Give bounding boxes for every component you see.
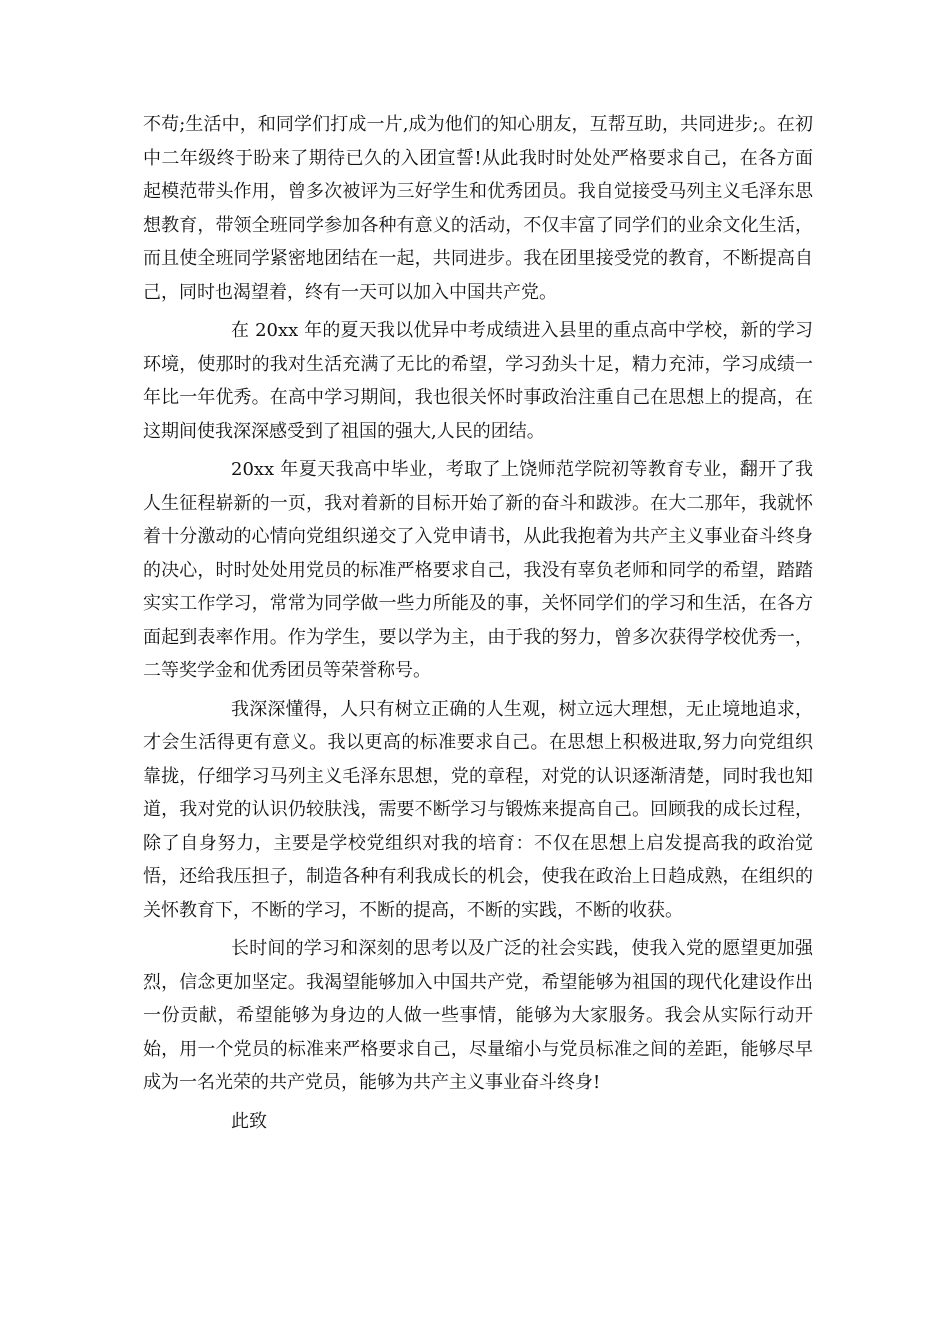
paragraph-1: 不苟;生活中，和同学们打成一片,成为他们的知心朋友，互帮互助，共同进步;。在初中二年级终于盼来了期待已久的入团宣誓!从此我时时处处严格要求自己，在各方面起模范带头作用，曾多次被评为三好学生和优秀团员。我自觉接受马列主义毛泽东思想教育，带领全班同学参加各种有意义的活动，不仅丰富了同学们的业余文化生活，而且使全班同学紧密地团结在一起，共同进步。我在团里接受党的教育，不断提高自己，同时也渴望着，终有一天可以加入中国共产党。 [143,114,813,303]
document-body [143,108,813,1138]
paragraph-4: 我深深懂得，人只有树立正确的人生观，树立远大理想，无止境地追求，才会生活得更有意义。我以更高的标准要求自己。在思想上积极进取,努力向党组织靠拢，仔细学习马列主义毛泽东思想，党的章程，对党的认识逐渐清楚，同时我也知道，我对党的认识仍较肤浅，需要不断学习与锻炼来提高自己。回顾我的成长过程，除了自身努力，主要是学校党组织对我的培育：不仅在思想上启发提高我的政治觉悟，还给我压担子，制造各种有利我成长的机会，使我在政治上日趋成熟，在组织的关怀教育下，不断的学习，不断的提高，不断的实践，不断的收获。 [143,698,813,921]
paragraph-2: 在 20xx 年的夏天我以优异中考成绩进入县里的重点高中学校，新的学习环境，使那时的我对生活充满了无比的希望，学习劲头十足，精力充沛，学习成绩一年比一年优秀。在高中学习期间，我也很关怀时事政治注重自己在思想上的提高，在这期间使我深深感受到了祖国的强大,人民的团结。 [143,320,813,442]
paragraph-5: 长时间的学习和深刻的思考以及广泛的社会实践，使我入党的愿望更加强烈，信念更加坚定。我渴望能够加入中国共产党，希望能够为祖国的现代化建设作出一份贡献，希望能够为身边的人做一些事情，能够为大家服务。我会从实际行动开始，用一个党员的标准来严格要求自己，尽量缩小与党员标准之间的差距，能够尽早成为一名光荣的共产党员，能够为共产主义事业奋斗终身! [143,938,813,1093]
closing-salutation: 此致 [231,1110,267,1132]
paragraph-3: 20xx 年夏天我高中毕业，考取了上饶师范学院初等教育专业，翻开了我人生征程崭新的一页，我对着新的目标开始了新的奋斗和跋涉。在大二那年，我就怀着十分激动的心情向党组织递交了入党申请书，从此我抱着为共产主义事业奋斗终身的决心，时时处处用党员的标准严格要求自己，我没有辜负老师和同学的希望，踏踏实实工作学习，常常为同学做一些力所能及的事，关怀同学们的学习和生活，在各方面起到表率作用。作为学生，要以学为主，由于我的努力，曾多次获得学校优秀一，二等奖学金和优秀团员等荣誉称号。 [143,459,813,681]
